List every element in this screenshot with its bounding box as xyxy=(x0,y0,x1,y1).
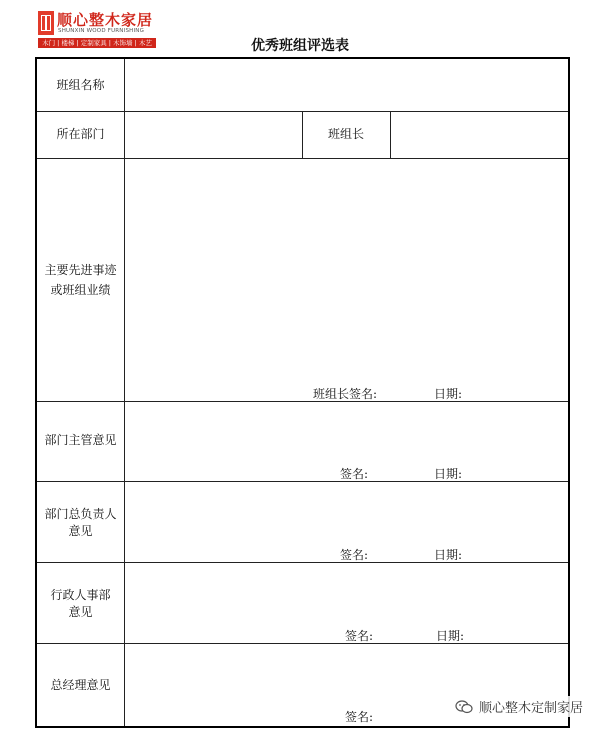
label-team-name: 班组名称 xyxy=(56,78,105,92)
brand-logo-mark xyxy=(38,11,54,35)
label-achievements-2: 或班组业绩 xyxy=(50,283,111,297)
label-dept-supervisor: 部门主管意见 xyxy=(44,433,117,447)
signature-label: 签名: xyxy=(345,629,374,643)
brand-tagline: 木门 | 楼梯 | 定制家具 | 木饰墙 | 木艺 xyxy=(38,38,156,48)
signature-label: 签名: xyxy=(340,548,369,562)
brand-name-en: SHUNXIN WOOD FURNISHING xyxy=(58,28,145,34)
label-team-leader: 班组长 xyxy=(327,127,364,141)
label-achievements: 主要先进事迹 xyxy=(44,263,117,277)
row-divider xyxy=(37,401,568,402)
wechat-watermark xyxy=(452,696,586,717)
row-divider xyxy=(37,643,568,644)
label-department: 所在部门 xyxy=(56,127,105,141)
date-label: 日期: xyxy=(434,467,463,481)
cell-divider xyxy=(390,111,391,158)
label-dept-head: 部门总负责人 xyxy=(44,507,117,521)
watermark-text: 顺心整木定制家居 xyxy=(478,701,583,716)
label-dept-head-2: 意见 xyxy=(68,524,93,538)
date-label: 日期: xyxy=(436,629,465,643)
brand-name-cn: 顺心整木家居 xyxy=(57,11,154,29)
label-general-manager: 总经理意见 xyxy=(50,678,111,692)
leader-signature-label: 班组长签名: xyxy=(313,387,378,401)
form-title: 优秀班组评选表 xyxy=(251,38,349,54)
label-hr-2: 意见 xyxy=(68,605,93,619)
label-column-divider xyxy=(124,59,125,726)
date-label: 日期: xyxy=(434,548,463,562)
row-divider xyxy=(37,158,568,159)
signature-label: 签名: xyxy=(340,467,369,481)
row-divider xyxy=(37,481,568,482)
date-label: 日期: xyxy=(434,387,463,401)
wechat-icon xyxy=(455,700,473,714)
signature-label: 签名: xyxy=(345,710,374,724)
label-hr: 行政人事部 xyxy=(50,588,111,602)
row-divider xyxy=(37,562,568,563)
